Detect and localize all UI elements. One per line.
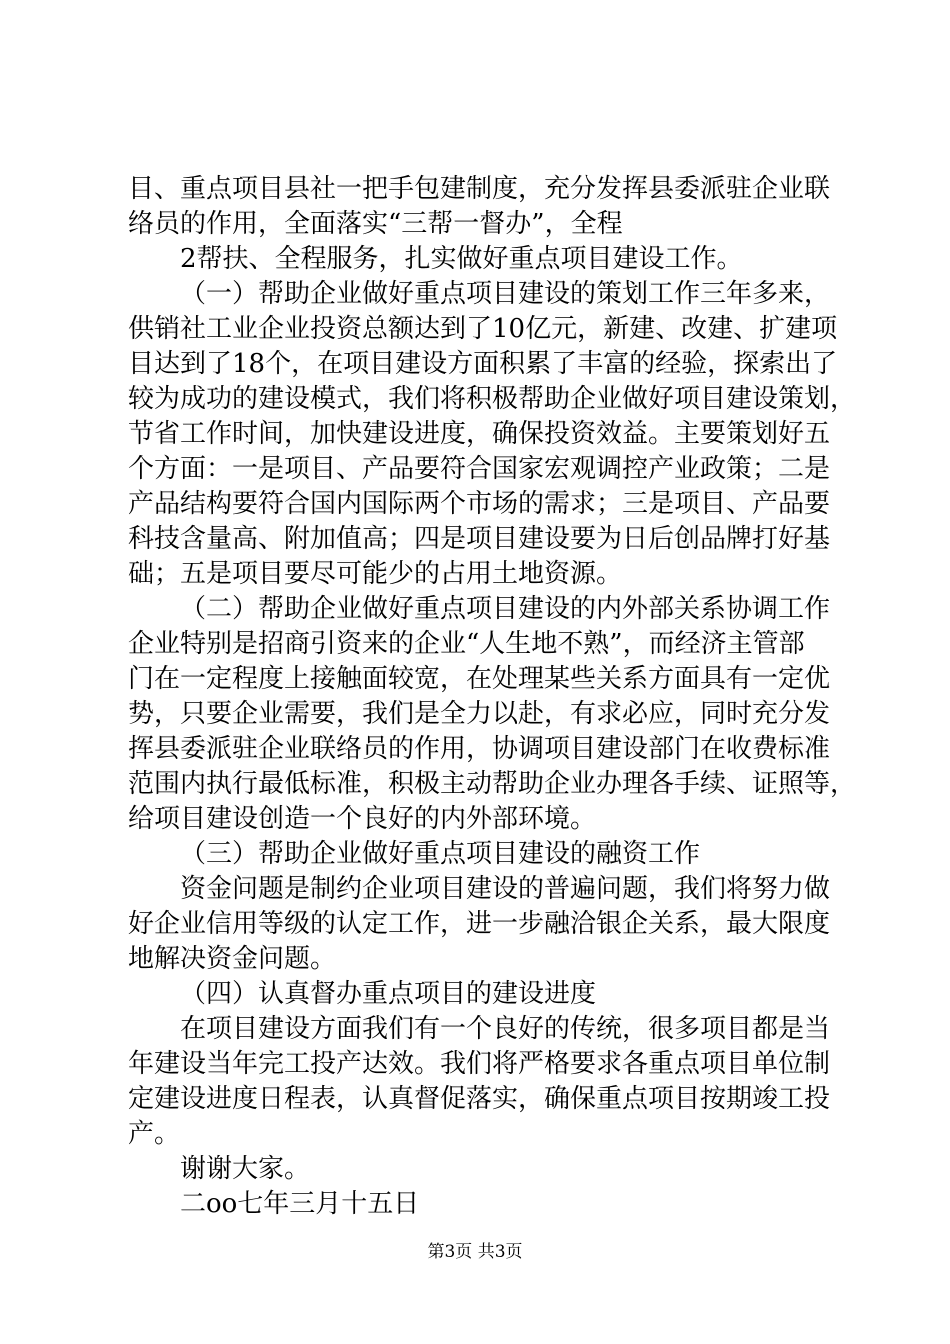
text-line: 年建设当年完工投产达效。我们将严格要求各重点项目单位制 [128,1049,831,1079]
text-line: 好企业信用等级的认定工作，进一步融洽银企关系，最大限度 [128,909,831,939]
text-line: 础；五是项目要尽可能少的占用土地资源。 [128,559,623,589]
section-heading-1: （一）帮助企业做好重点项目建设的策划工作三年多来， [180,279,831,309]
text-line: 范围内执行最低标准，积极主动帮助企业办理各手续、证照等， [128,769,857,799]
closing-thanks: 谢谢大家。 [180,1154,311,1184]
page-footer [0,1240,950,1264]
text-line: 较为成功的建设模式，我们将积极帮助企业做好项目建设策划， [128,384,857,414]
page-number: 第3页 共3页 [427,1242,523,1262]
text-line: 供销社工业企业投资总额达到了10亿元，新建、改建、扩建项 [128,314,838,344]
text-line: 企业特别是招商引资来的企业“人生地不熟”，而经济主管部 [128,629,805,659]
section-heading-4: （四）认真督办重点项目的建设进度 [180,979,597,1009]
text-line: 节省工作时间，加快建设进度，确保投资效益。主要策划好五 [128,419,831,449]
document-date: 二oo七年三月十五日 [180,1189,420,1219]
text-line: 目达到了18个，在项目建设方面积累了丰富的经验，探索出了 [128,349,838,379]
text-line: 定建设进度日程表，认真督促落实，确保重点项目按期竣工投 [128,1084,831,1114]
text-line: 目、重点项目县社一把手包建制度，充分发挥县委派驻企业联 [128,174,831,204]
document-body [128,172,857,1222]
text-line: 势，只要企业需要，我们是全力以赴，有求必应，同时充分发 [128,699,831,729]
text-line: 科技含量高、附加值高；四是项目建设要为日后创品牌打好基 [128,524,831,554]
section-heading-3: （三）帮助企业做好重点项目建设的融资工作 [180,839,701,869]
text-line: 给项目建设创造一个良好的内外部环境。 [128,804,597,834]
text-line: 在项目建设方面我们有一个良好的传统，很多项目都是当 [180,1014,831,1044]
text-line: 挥县委派驻企业联络员的作用，协调项目建设部门在收费标准 [128,734,831,764]
text-line: 产品结构要符合国内国际两个市场的需求；三是项目、产品要 [128,489,831,519]
section-heading-2: （二）帮助企业做好重点项目建设的内外部关系协调工作 [180,594,831,624]
text-line: 络员的作用，全面落实“三帮一督办”，全程 [128,209,623,239]
text-line: 个方面：一是项目、产品要符合国家宏观调控产业政策；二是 [128,454,831,484]
text-line: 资金问题是制约企业项目建设的普遍问题，我们将努力做 [180,874,831,904]
text-line: 门在一定程度上接触面较宽，在处理某些关系方面具有一定优 [128,664,831,694]
text-line: 产。 [128,1119,181,1149]
text-line: 地解决资金问题。 [128,944,337,974]
text-line: 2帮扶、全程服务，扎实做好重点项目建设工作。 [180,244,743,274]
